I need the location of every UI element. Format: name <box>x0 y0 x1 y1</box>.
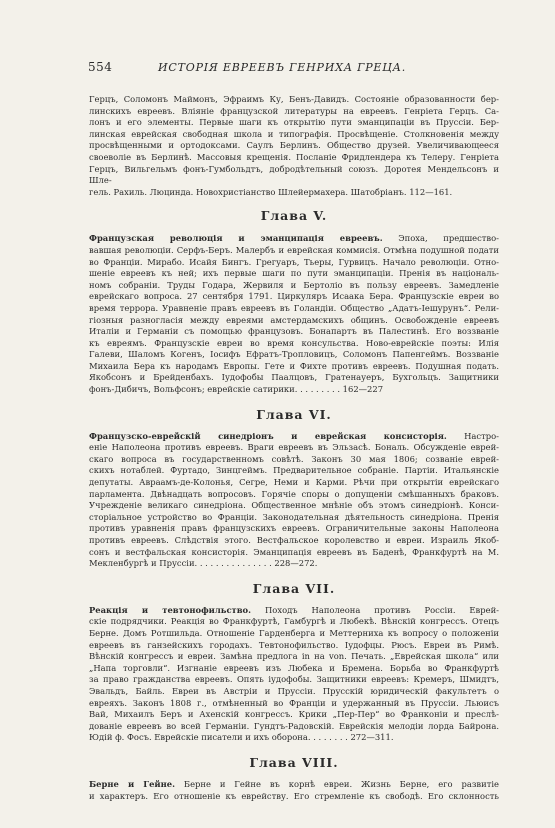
text-line: Берне. Домъ Ротшильда. Отношеніе Гарденберга и Меттерниха къ вопросу о положеніи <box>89 627 499 638</box>
chapter-6-summary <box>89 431 499 570</box>
text-line: Михаила Бера къ народамъ Европы. Гете и Фихте противъ евреевъ. Подушная подать. <box>89 360 499 371</box>
text-line: Французская революція и эманципація евреевъ. Эпоха, предшество- <box>89 233 499 244</box>
text-line: противъ уравненія правъ французскихъ евреевъ. Ограничительные законы Наполеона <box>89 523 499 534</box>
text-line: дованіе евреевъ во всей Германіи. Гундтъ-Радовскій. Еврейскія мелодіи лорда Байрона. <box>89 720 499 731</box>
text-line: за право гражданства евреевъ. Опять іудофобы. Защитники евреевъ: Кремеръ, Шмидтъ, <box>89 674 499 685</box>
text-line: еврейскаго вопроса. 27 сентября 1791. Циркуляръ Исаака Бера. Французскіе евреи во <box>89 291 499 302</box>
chapter-8-summary <box>89 779 499 802</box>
text-line: линская еврейская свободная школа и типографія. Просвѣщеніе. Столкновенія между <box>89 128 499 139</box>
text-line: Французско-еврейскій синедріонъ и еврейская консисторія. Настро- <box>89 430 499 441</box>
text-line: Вай, Михаилъ Беръ и Ахенскій конгрессъ. Крики „Пер-Пер“ во Франконіи и преслѣ- <box>89 709 499 720</box>
text-line: Галеви, Шаломъ Когенъ, Іосифъ Ефратъ-Тропловицъ, Соломонъ Папенгеймъ. Воззваніе <box>89 349 499 360</box>
text-line: вавшая революціи. Серфъ-Беръ. Малербъ и еврейская коммисія. Отмѣна подушной подати <box>89 244 499 255</box>
text-line: Учрежденіе великаго синедріона. Общественное мнѣніе объ этомъ синедріонѣ. Конси- <box>89 500 499 511</box>
text-line: Италіи и Германіи съ помощью французовъ. Бонапартъ въ Палестинѣ. Его воззваніе <box>89 326 499 337</box>
table-of-contents-text <box>89 94 499 802</box>
running-title: ИСТОРІЯ ЕВРЕЕВЪ ГЕНРИХА ГРЕЦА. <box>158 61 407 74</box>
text-line: Берне и Гейне. Берне и Гейне въ корнѣ евреи. Жизнь Берне, его развитіе <box>89 778 499 789</box>
chapter-6-lead: Французско-еврейскій синедріонъ и еврейская консисторія. <box>89 430 447 441</box>
text-line: „Напа торговли“. Изгнаніе евреевъ изъ Любека и Бремена. Борьба во Франкфуртѣ <box>89 662 499 673</box>
chapter-6-heading: Глава VI. <box>256 406 332 422</box>
chapter-7-lead: Реакція и тевтонофильство. <box>89 604 252 615</box>
chapter-5-summary <box>89 233 499 395</box>
text-line: Юдій ф. Фосъ. Еврейскіе писатели и ихъ оборона. . . . . . . . 272—311. <box>89 732 394 743</box>
chapter-7-heading: Глава VII. <box>252 580 336 596</box>
chapter-5-heading: Глава V. <box>260 208 328 224</box>
text-line: фонъ-Дибичъ, Вольфсонъ; еврейскіе сатирики. . . . . . . . . 162—227 <box>89 384 384 395</box>
text-line: Герцъ, Вильгельмъ фонъ-Гумбольдтъ, добродѣтельный союзъ. Доротея Мендельсонъ и Шле- <box>89 163 499 186</box>
text-line: лонъ и его элементы. Первые шаги къ открытію пути эманципаціи въ Пруссіи. Бер- <box>89 117 499 128</box>
text-line: депутаты. Авраамъ-де-Колонья, Сегре, Неми и Карми. Рѣчи при открытіи еврейскаго <box>89 477 499 488</box>
text-line: еніе Наполеона противъ евреевъ. Враги евреевъ въ Эльзасѣ. Бональ. Обсужденіе еврей- <box>89 442 499 453</box>
text-line: Реакція и тевтонофильство. Походъ Наполеона противъ Россіи. Еврей- <box>89 604 499 615</box>
text-line: скіе подрядчики. Реакція во Франкфуртѣ, Гамбургѣ и Любекѣ. Вѣнскій конгрессъ. Отецъ <box>89 616 499 627</box>
chapter-prev-summary <box>89 94 499 198</box>
text-line: шеніе евреевъ къ ней; ихъ первые шаги по пути эманципаціи. Пренія въ національ- <box>89 268 499 279</box>
text-line: Мекленбургѣ и Пруссіи. . . . . . . . . . . . . . . 228—272. <box>89 558 318 569</box>
text-line: къ евреямъ. Французскіе евреи во время консульства. Ново-еврейскіе поэты: Илія <box>89 337 499 348</box>
text-line: Герцъ, Соломонъ Маймонъ, Эфраимъ Ку, Бенъ-Давидъ. Состояніе образованности бер- <box>89 94 499 104</box>
text-line: Якобсонъ и Брейденбахъ. Іудофобы Паалцовъ, Гратенауеръ, Бухгольцъ. Защитники <box>89 372 499 383</box>
text-line: номъ собраніи. Труды Годара, Жервиля и Бертоліо въ пользу евреевъ. Замедленіе <box>89 279 499 290</box>
text-line: скихъ нотаблей. Фуртадо, Зинцгеймъ. Предварительное собраніе. Партіи. Итальянскіе <box>89 465 499 476</box>
text-line: скаго вопроса въ государственномъ совѣтѣ. Законъ 30 мая 1806; созваніе еврей- <box>89 453 499 464</box>
text-line: противъ евреевъ. Слѣдствія этого. Вестфальское королевство и евреи. Израиль Якоб- <box>89 535 499 545</box>
running-header <box>88 60 500 74</box>
text-line: Вѣнскій конгрессъ и евреи. Замѣна предлога in на von. Печать. „Еврейская школа“ или <box>89 651 499 662</box>
page-number: 554 <box>88 60 113 74</box>
chapter-8-heading: Глава VIII. <box>249 754 339 770</box>
chapter-8-lead: Берне и Гейне. <box>89 778 176 789</box>
text-line: евреевъ въ ганзейскихъ городахъ. Тевтонофильство. Іудофцы. Рюсъ. Евреи въ Римѣ. <box>89 639 499 650</box>
text-line: сонъ и вестфальская консисторія. Эманципація евреевъ въ Баденѣ, Франкфуртѣ на М. <box>89 546 499 557</box>
chapter-5-lead: Французская революція и эманципація евреевъ. <box>89 233 383 244</box>
text-line: во Франціи. Мирабо. Исайя Бингъ. Грегуаръ, Тьеры, Гурвицъ. Начало революціи. Отно- <box>89 256 499 267</box>
text-line: гель. Рахиль. Люцинда. Новохристіанство Шлейермахера. Шатобріанъ. 112—161. <box>89 186 453 197</box>
text-line: гіозныя разногласія между евреями амстердамскихъ общинъ. Освобожденіе евреевъ <box>89 314 499 325</box>
chapter-7-summary <box>89 605 499 744</box>
text-line: и характеръ. Его отношеніе къ еврейству. Его стремленіе къ свободѣ. Его склонность <box>89 790 499 801</box>
text-line: линскихъ евреевъ. Вліяніе французской литературы на евреевъ. Генріета Герцъ. Са- <box>89 105 499 116</box>
text-line: Эвальдъ, Байль. Евреи въ Австріи и Пруссіи. Прусскій юридическій факультетъ о <box>89 685 499 696</box>
text-line: просвѣщенными и ортодоксами. Саулъ Берлинъ. Общество друзей. Увеличивающееся <box>89 140 499 151</box>
text-line: своеволіе въ Берлинѣ. Массовыя крещенія. Посланіе Фридлендера къ Телеру. Генріета <box>89 151 499 162</box>
text-line: сторіальное устройство во Франціи. Законодательная дѣятельность синедріона. Пренія <box>89 511 499 522</box>
text-line: евреяхъ. Законъ 1808 г., отмѣненный во Франціи и удержанный въ Пруссіи. Льюисъ <box>89 697 499 708</box>
text-line: парламента. Двѣнадцать вопросовъ. Горячіе споры о допущеніи смѣшанныхъ браковъ. <box>89 488 499 499</box>
text-line: время террора. Уравненіе правъ евреевъ въ Голандіи. Общество „Адатъ-Іешурунъ“. Рели- <box>89 302 499 313</box>
